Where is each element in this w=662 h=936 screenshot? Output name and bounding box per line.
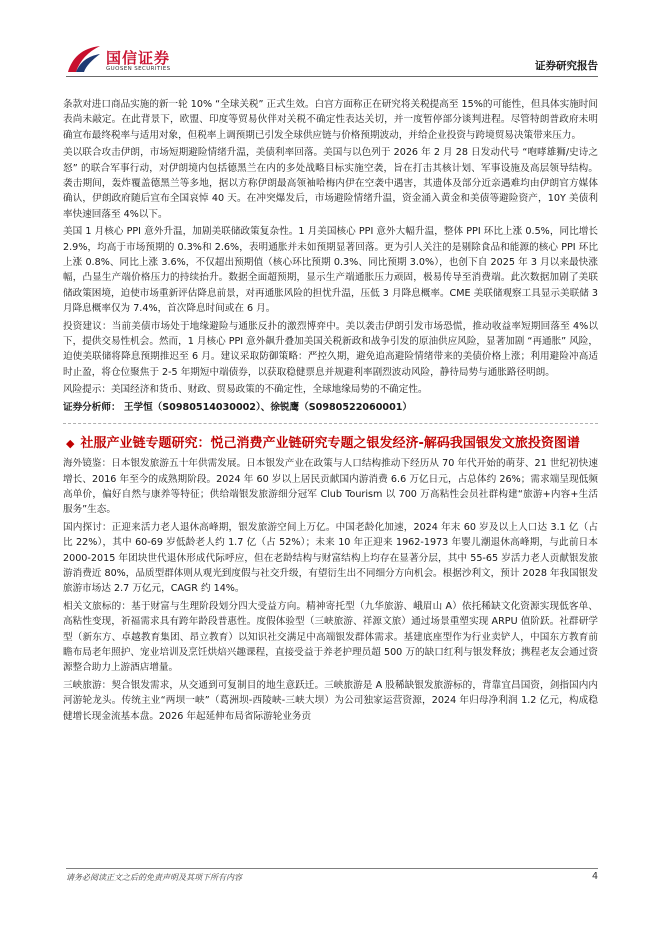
paragraph-core-ppi: 美国 1 月核心 PPI 意外升温，加剧美联储政策复杂性。1 月美国核心 PPI 意外大幅升温，整体 PPI 环比上涨 0.5%，同比增长 2.9%，均高于市场预期的 0.3%和 2.6%，表明通胀并未如预期显著回落。更为引人关注的是剔除食品和能源的核心 PPI 环比上涨 0.8%、同比上涨 3.6%，不仅超出预期值（核心环比预期 0.3%、同比预期 3.0%），也创下自 2025 年 3 月以来最快涨幅，凸显生产端价格压力的持续抬升。数据全面超预期，显示生产端通胀压力顽固，极易传导至消费端。此次数据加剧了美联储政策困境，迫使市场重新评估降息前景，对再通胀风险的担忧升温，压低 3 月降息概率。CME 美联储观察工具显示美联储 3 月降息概率仅为 7.4%，首次降息时间或在 6 月。 bbox=[63, 226, 598, 314]
analyst-line: 证券分析师： 王学恒（S0980514030002）、徐锐鹰（S0980522060001） bbox=[63, 402, 413, 414]
footer-disclaimer: 请务必阅读正文之后的免责声明及其项下所有内容 bbox=[66, 873, 242, 882]
paragraph-risk-warning: 风险提示：美国经济和货币、财政、贸易政策的不确定性，全球地缘局势的不确定性。 bbox=[63, 384, 428, 396]
paragraph-japan-mirror: 海外镜鉴：日本银发旅游五十年供需发展。日本银发产业在政策与人口结构推动下经历从 70 年代开始的萌芽、21 世纪初快速增长、2016 年至今的成熟期阶段。2024 年 60 岁以上居民贡献国内游消费 6.6 万亿日元，占总体约 26%；需求端呈现低频高单价，偏好自然与康养等特征；供给端银发旅游细分冠军 Club Tourism 以 700 万高粘性会员社群构建“旅游+内容+生活服务”生态。 bbox=[63, 458, 598, 516]
paragraph-related-targets: 相关文旅标的：基于财富与生理阶段划分四大受益方向。精神寄托型（九华旅游、峨眉山 A）依托稀缺文化资源实现低客单、高粘性变现，祈福需求具有跨年龄段普惠性。度假体验型（三峡旅游、祥源文旅）通过场景重塑实现 ARPU 值阶跃。社群研学型（新东方、卓越教育集团、昂立教育）以知识社交满足中高端银发群体需求。基建底座型作为行业卖铲人，中国东方教育前瞻布局老年照护、宠业培训及烹饪烘焙兴趣课程，直接受益于养老护理员超 500 万的缺口红利与银发释放；携程老友会通过资源整合助力上游酒店增量。 bbox=[63, 601, 598, 674]
paragraph-iran-strike: 美以联合攻击伊朗，市场短期避险情绪升温，美债利率回落。美国与以色列于 2026 年 2 月 28 日发动代号 “咆哮雄狮/史诗之怒” 的联合军事行动，对伊朗境内包括德黑兰在内的多处战略目标实施空袭，旨在打击其核计划、军事设施及高层领导结构。袭击期间，轰炸覆盖德黑兰等多地，据以方称伊朗最高领袖哈梅内伊在空袭中遇害，其遗体及部分近亲遇难均由伊朗官方媒体确认，伊朗政府随后宣布全国哀悼 40 天。在冲突爆发后，市场避险情绪升温，资金涌入黄金和美债等避险资产，10Y 美债利率快速回落至 4%以下。 bbox=[63, 147, 598, 220]
logo-text-cn: 国信证券 bbox=[106, 49, 171, 67]
paragraph-tariff: 条款对进口商品实施的新一轮 10% “全球关税” 正式生效。白宫方面称正在研究将关税提高至 15%的可能性，但具体实施时间表尚未敲定。在此背景下，欧盟、印度等贸易伙伴对关税不确定性表达关切，并一度暂停部分谈判进程。尽管特朗普政府未明确宣布最终税率与适用对象，但税率上调预期已引发全球供应链与价格预期波动，并给企业投资与跨境贸易决策带来压力。 bbox=[63, 99, 598, 141]
paragraph-domestic: 国内探讨：正迎来活力老人退休高峰期，银发旅游空间上万亿。中国老龄化加速，2024 年末 60 岁及以上人口达 3.1 亿（占比 22%），其中 60-69 岁低龄老人约 1.7 亿（占 52%）；未来 10 年正迎来 1962-1973 年婴儿潮退休高峰期，与此前日本 2000-2015 年团块世代退休形成代际呼应，但在老龄结构与财富结构上均存在显著分层，其中 55-65 岁活力老人贡献银发旅游消费近 80%，品质型群体则从观光到度假与社交升级，有望衍生出不同细分方向机会。根据沙利文，预计 2028 年我国银发旅游市场达 2.7 万亿元，CAGR 约 14%。 bbox=[63, 522, 598, 595]
page-number: 4 bbox=[591, 871, 598, 882]
guosen-logo-icon bbox=[66, 44, 104, 74]
footer-rule bbox=[66, 868, 598, 869]
diamond-bullet-icon: ◆ bbox=[66, 437, 75, 451]
paragraph-investment-advice: 投资建议：当前美债市场处于地缘避险与通胀反扑的激烈博弈中。美以袭击伊朗引发市场恐慌，推动收益率短期回落至 4%以下，提供交易性机会。然而，1 月核心 PPI 意外飙升叠加美国关税新政和战争引发的原油供应风险，显著加剧 “再通胀” 风险，迫使美联储将降息预期推迟至 6 月。建议采取防御策略：严控久期，避免追高避险情绪带来的美债价格上涨；利用避险冲高适时止盈，将仓位聚焦于 2-5 年期短中端债券，以获取稳健票息并规避利率剧烈波动风险，静待局势与通胀路径明朗。 bbox=[63, 320, 598, 378]
header-rule bbox=[66, 76, 598, 77]
paragraph-three-gorges: 三峡旅游：契合银发需求，从交通到可复制目的地生意跃迁。三峡旅游是 A 股稀缺银发旅游标的，背靠宜昌国资，剑指国内内河游轮龙头。传统主业“两坝一峡”（葛洲坝-西陵峡-三峡大坝）为公司独家运营资源，2024 年归母净利润 1.2 亿元，构成稳健增长现金流基本盘。2026 年起延伸布局省际游轮业务贡 bbox=[63, 680, 598, 722]
logo-text-en: GUOSEN SECURITIES bbox=[106, 66, 171, 72]
section-title bbox=[63, 434, 598, 453]
report-body bbox=[63, 97, 598, 726]
page-header bbox=[0, 0, 662, 78]
guosen-logo bbox=[66, 44, 186, 76]
section-title-text: 社服产业链专题研究：悦己消费产业链研究专题之银发经济-解码我国银发文旅投资图谱 bbox=[80, 436, 580, 452]
section-divider bbox=[63, 423, 598, 424]
report-type-label: 证券研究报告 bbox=[535, 60, 598, 72]
